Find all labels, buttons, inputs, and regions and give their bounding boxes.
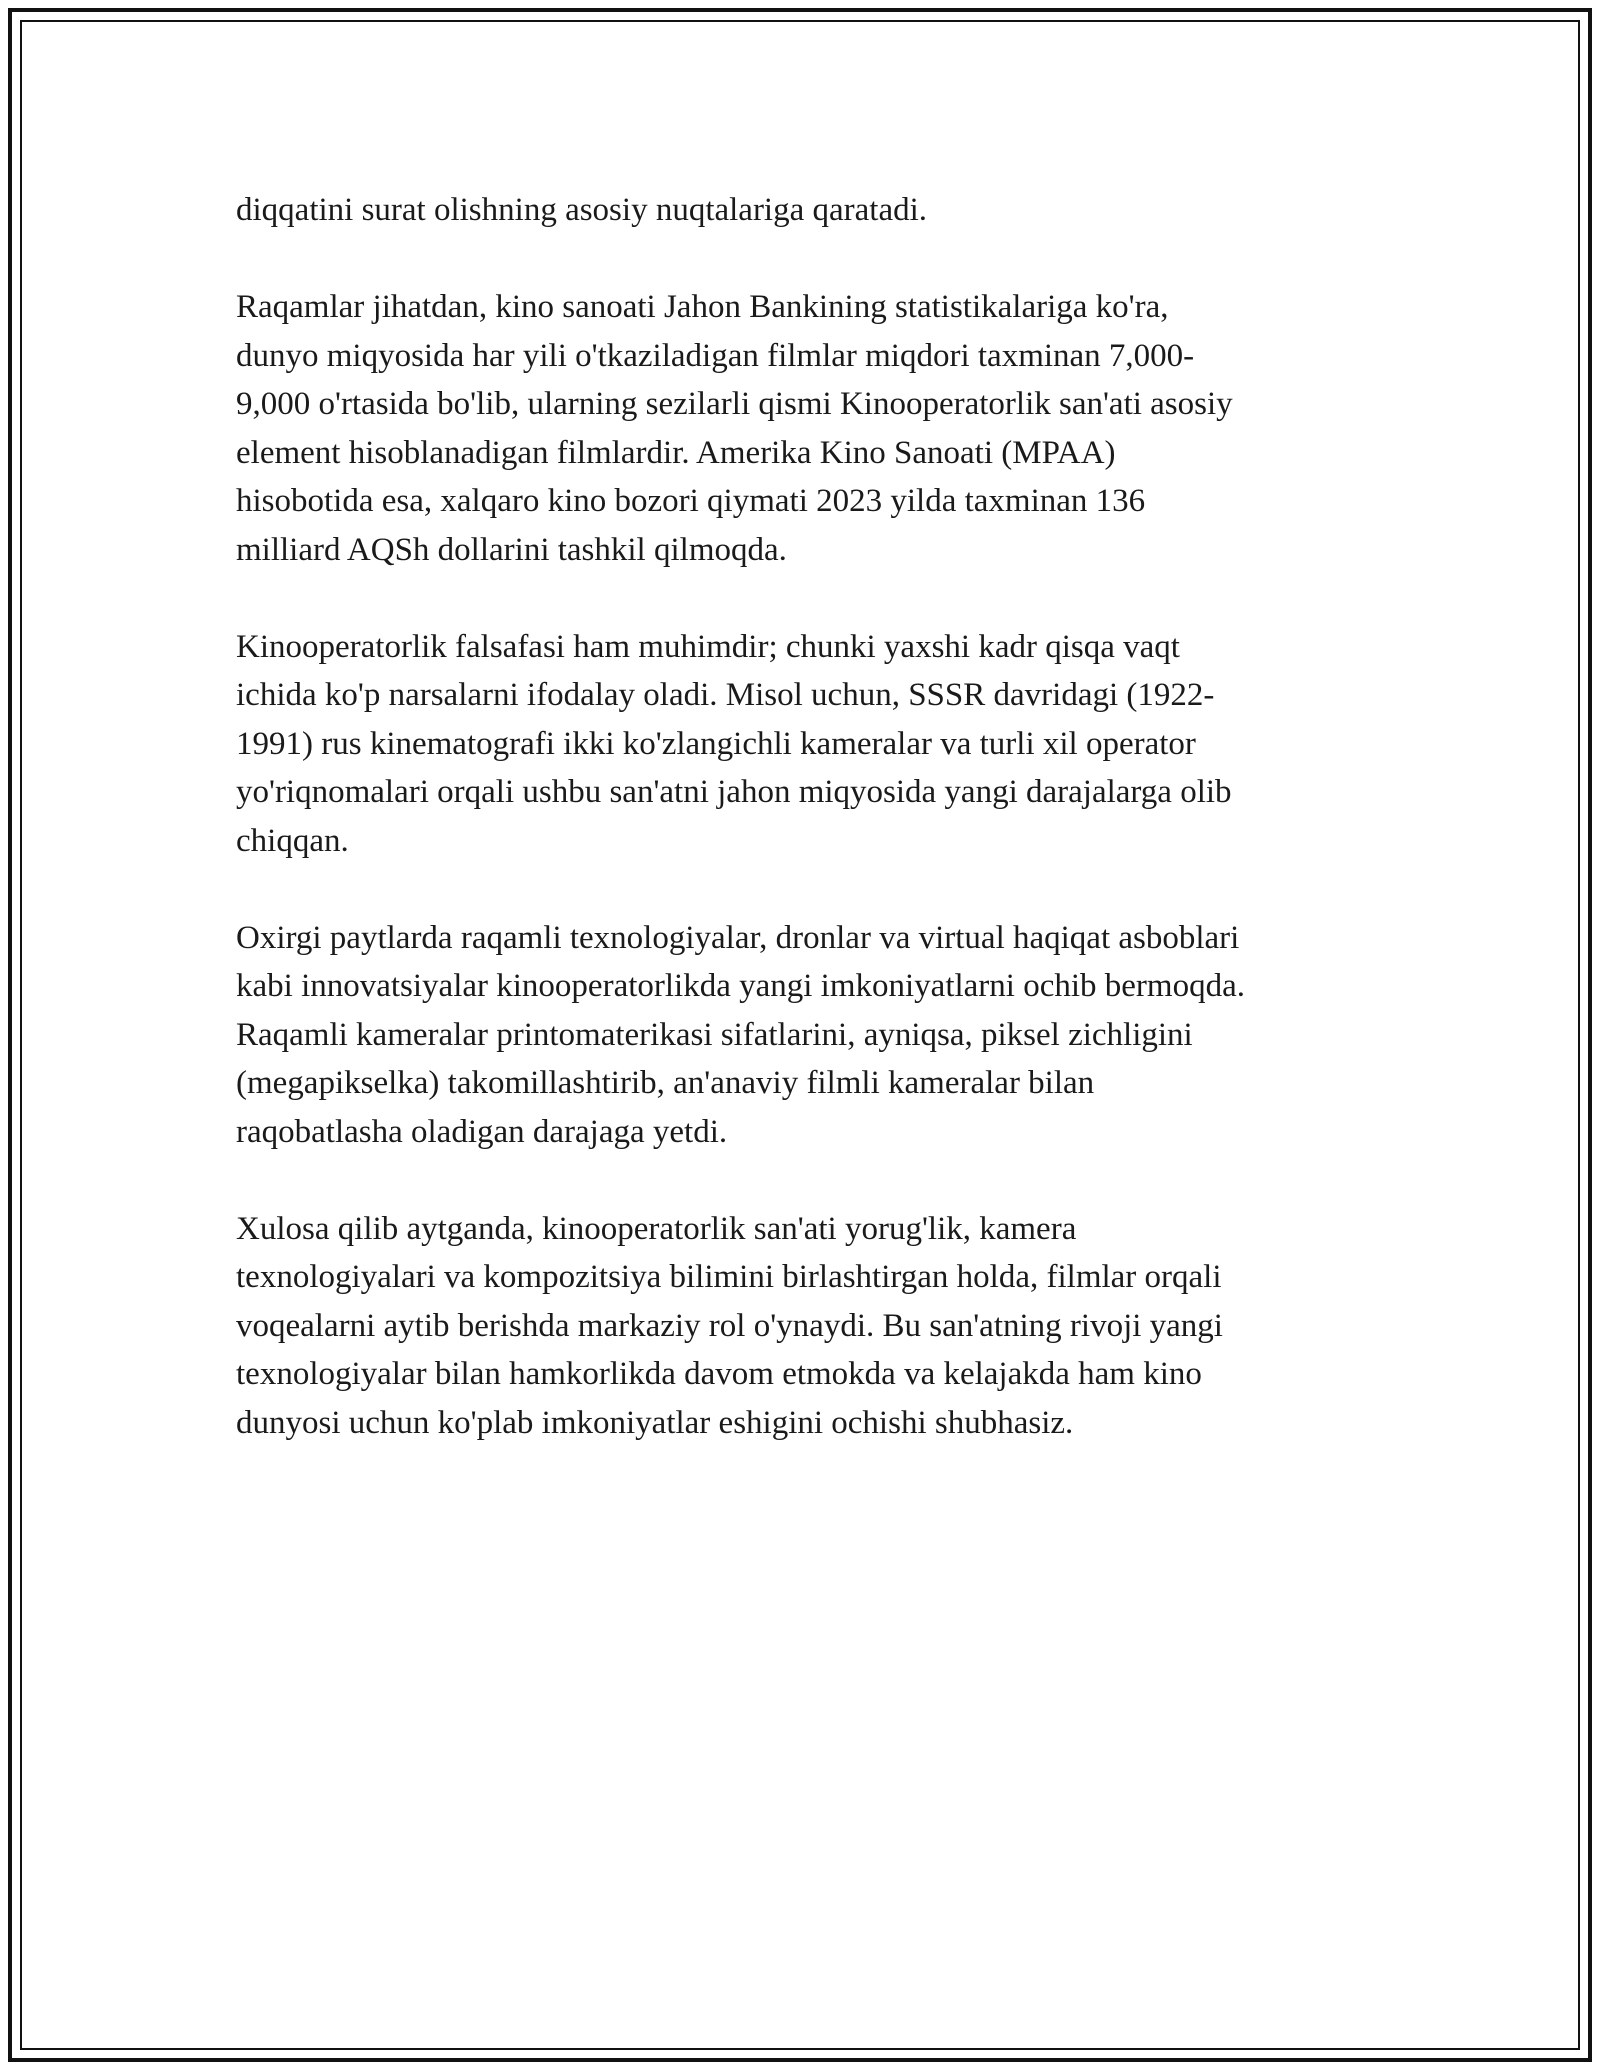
paragraph-4: Oxirgi paytlarda raqamli texnologiyalar, dronlar va virtual haqiqat asboblari kabi innovatsiyalar kinooperatorlikda yangi imkoniyatlarni ochib bermoqda. Raqamli kameralar printomaterikasi sifatlarini, ayniqsa, piksel zichligini (megapikselka) takomillashtirib, an'anaviy filmli kameralar bilan raqobatlasha oladigan darajaga yetdi. xyxy=(236,919,1245,1150)
paragraph-5: Xulosa qilib aytganda, kinooperatorlik san'ati yorug'lik, kamera texnologiyalari va kompozitsiya bilimini birlashtirgan holda, filmlar orqali voqealarni aytib berishda markaziy rol o'ynaydi. Bu san'atning rivoji yangi texnologiyalar bilan hamkorlikda davom etmokda va kelajakda ham kino dunyosi uchun ko'plab imkoniyatlar eshigini ochishi shubhasiz. xyxy=(236,1210,1223,1441)
paragraph-3: Kinooperatorlik falsafasi ham muhimdir; chunki yaxshi kadr qisqa vaqt ichida ko'p narsalarni ifodalay oladi. Misol uchun, SSSR davridagi (1922- 1991) rus kinematografi ikki ko'zlangichli kameralar va turli xil operator yo'riqnomalari orqali ushbu san'atni jahon miqyosida yangi darajalarga olib chiqqan. xyxy=(236,628,1232,859)
document-body xyxy=(236,186,1366,1496)
paragraph-2: Raqamlar jihatdan, kino sanoati Jahon Bankining statistikalariga ko'ra, dunyo miqyosida har yili o'tkaziladigan filmlar miqdori taxminan 7,000- 9,000 o'rtasida bo'lib, ularning sezilarli qismi Kinooperatorlik san'ati asosiy element hisoblanadigan filmlardir. Amerika Kino Sanoati (MPAA) hisobotida esa, xalqaro kino bozori qiymati 2023 yilda taxminan 136 milliard AQSh dollarini tashkil qilmoqda. xyxy=(236,289,1233,568)
paragraph-1: diqqatini surat olishning asosiy nuqtalariga qaratadi. xyxy=(236,192,928,228)
